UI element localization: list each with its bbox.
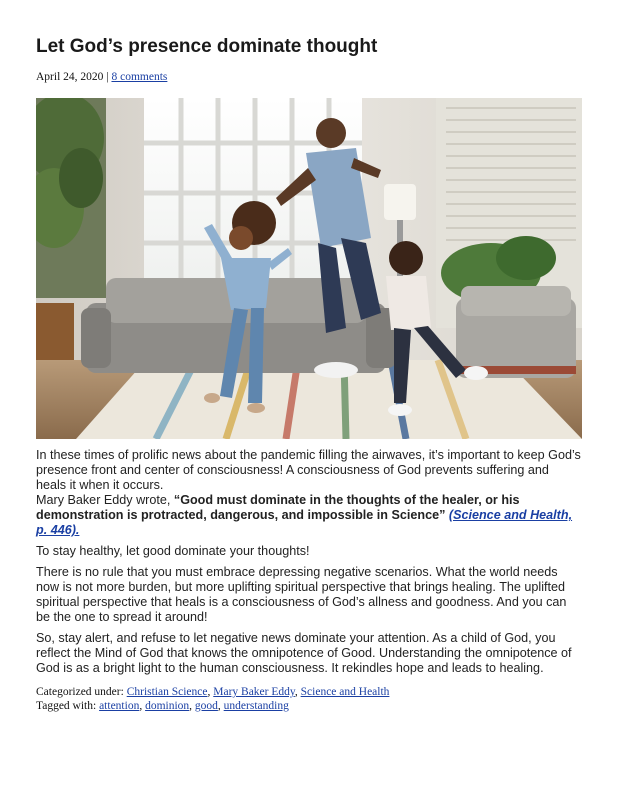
- paragraph-stay-healthy: To stay healthy, let good dominate your thoughts!: [36, 544, 310, 558]
- post-content: [36, 448, 582, 682]
- post-date: April 24, 2020: [36, 71, 104, 83]
- tags-label: Tagged with:: [36, 700, 100, 712]
- tags-row: [36, 699, 389, 713]
- category-link[interactable]: Christian Science: [126, 686, 208, 698]
- post-meta: [36, 71, 167, 83]
- paragraph-stay-alert: So, stay alert, and refuse to let negative news dominate your attention. As a child of God, you reflect the Mind of God that knows the omnipotence of Good. Understanding the omnipotence of God is as a bright light to the human consciousness. It rekindles hope and leads to healing.: [36, 631, 572, 675]
- category-link[interactable]: Mary Baker Eddy: [213, 686, 295, 698]
- list-separator: ,: [294, 686, 301, 698]
- tag-link[interactable]: dominion: [145, 700, 190, 712]
- tag-link[interactable]: understanding: [223, 700, 289, 712]
- list-separator: ,: [189, 700, 195, 712]
- meta-separator: |: [106, 71, 109, 83]
- tag-link[interactable]: good: [194, 700, 218, 712]
- quote-lead: Mary Baker Eddy wrote,: [36, 493, 174, 507]
- family-dancing-illustration: [36, 98, 582, 439]
- paragraph-no-rule: There is no rule that you must embrace depressing negative scenarios. What the world needs now is not more burden, but more uplifting spiritual perspective that brings healing. The uplifted spiritual perspective that heals is a consciousness of God’s allness and goodness. And you can be the one to spread it around!: [36, 565, 567, 624]
- post-taxonomy: [36, 685, 389, 713]
- eddy-quote: “Good must dominate in the thoughts of the healer, or his demonstration is protracted, dangerous, and impossible in Science”: [36, 493, 520, 522]
- list-separator: ,: [217, 700, 224, 712]
- comments-link[interactable]: 8 comments: [111, 71, 168, 83]
- categories-row: [36, 685, 389, 699]
- categories-label: Categorized under:: [36, 686, 127, 698]
- list-separator: ,: [207, 686, 214, 698]
- paragraph-quote: [36, 493, 582, 538]
- citation-link[interactable]: (Science and Health, p. 446).: [36, 508, 573, 537]
- list-separator: ,: [139, 700, 146, 712]
- post-title: Let God’s presence dominate thought: [36, 36, 378, 57]
- tag-link[interactable]: attention: [99, 700, 140, 712]
- featured-image: [36, 98, 582, 439]
- paragraph-intro: In these times of prolific news about the pandemic filling the airwaves, it’s important to keep God’s presence front and center of consciousness! A consciousness of God prevents suffering and heals it when it occurs.: [36, 448, 581, 492]
- category-link[interactable]: Science and Health: [300, 686, 390, 698]
